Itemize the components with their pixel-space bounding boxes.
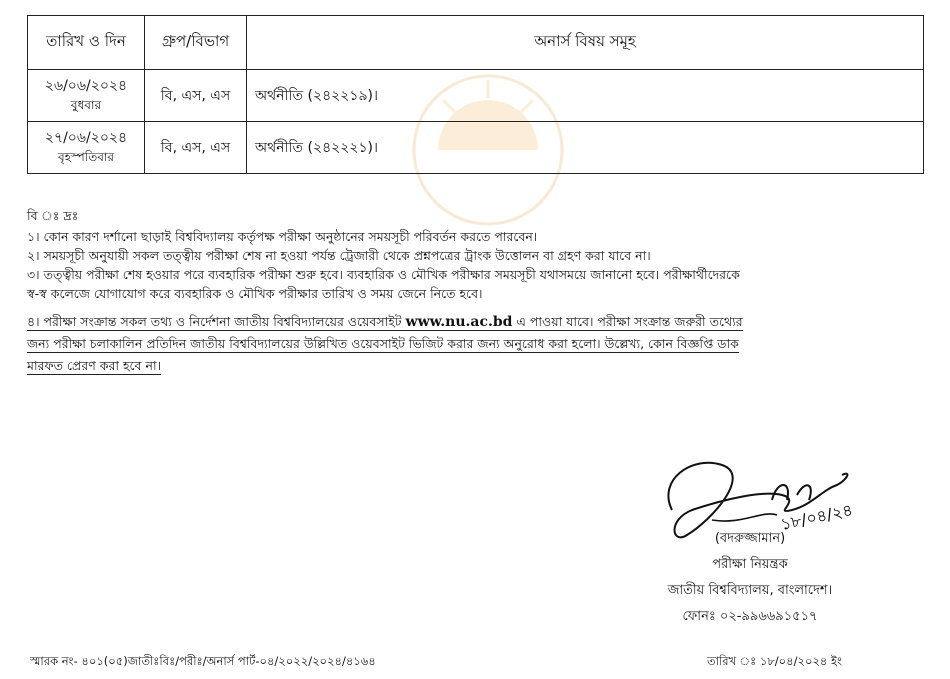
signatory-name: (বদরুজ্জামান) <box>714 531 786 546</box>
table-row <box>28 70 924 122</box>
note-4-text-end: এ পাওয়া যাবে। পরীক্ষা সংক্রান্ত জরুরী তথ্যের <box>516 314 743 329</box>
group-cell: বি, এস, এস <box>145 122 247 174</box>
note-2: ২। সময়সূচী অনুযায়ী সকল তত্ত্বীয় পরীক্ষা শেষ না হওয়া পর্যন্ত ট্রেজারী থেকে প্রশ্নপত্রের ট্রাংক উত্তোলন বা গ্রহণ করা যাবে না। <box>27 248 651 263</box>
exam-schedule-table <box>27 15 924 174</box>
note-4-line-3: মারফত প্রেরণ করা হবে না। <box>27 358 162 373</box>
subject-cell: অর্থনীতি (২৪২২১৯)। <box>247 70 924 122</box>
exam-day: বৃহস্পতিবার <box>58 149 114 164</box>
header-date: তারিখ ও দিন <box>28 16 145 70</box>
document-date: তারিখ ঃ ১৮/০৪/২০২৪ ইং <box>707 654 842 668</box>
exam-date: ২৭/০৬/২০২৪ <box>44 129 128 146</box>
subject-cell: অর্থনীতি (২৪২২২১)। <box>247 122 924 174</box>
note-1: ১। কোন কারণ দর্শানো ছাড়াই বিশ্ববিদ্যালয় কর্তৃপক্ষ পরীক্ষা অনুষ্ঠানের সময়সূচী পরিবর্তন করতে পারবেন। <box>27 229 538 244</box>
header-group: গ্রুপ/বিভাগ <box>145 16 247 70</box>
note-4-line-1 <box>27 314 743 331</box>
signature-date: ১৮/০৪/২৪ <box>778 500 855 534</box>
signatory-designation: পরীক্ষা নিয়ন্ত্রক <box>712 557 788 572</box>
exam-day: বুধবার <box>70 97 102 112</box>
date-cell <box>28 122 145 174</box>
header-subject: অনার্স বিষয় সমূহ <box>247 16 924 70</box>
note-3-line-1: ৩। তত্ত্বীয় পরীক্ষা শেষ হওয়ার পরে ব্যবহারিক পরীক্ষা শুরু হবে। ব্যবহারিক ও মৌখিক পরীক্ষার সময়সূচী যথাসময়ে জানানো হবে। পরীক্ষার্থীদেরকে <box>27 267 740 282</box>
table-row <box>28 122 924 174</box>
group-cell: বি, এস, এস <box>145 70 247 122</box>
note-3-line-2: স্ব-স্ব কলেজে যোগাযোগ করে ব্যবহারিক ও মৌখিক পরীক্ষার তারিখ ও সময় জেনে নিতে হবে। <box>27 286 483 301</box>
note-4 <box>27 311 922 377</box>
signature-block <box>600 526 900 630</box>
table-header-row <box>28 16 924 70</box>
website-url: www.nu.ac.bd <box>405 314 513 330</box>
date-cell <box>28 70 145 122</box>
notes-heading: বি ঃ দ্রঃ <box>27 208 79 223</box>
note-4-text-start: ৪। পরীক্ষা সংক্রান্ত সকল তথ্য ও নির্দেশনা জাতীয় বিশ্ববিদ্যালয়ের ওয়েবসাইট <box>27 314 402 329</box>
note-4-line-2: জন্য পরীক্ষা চলাকালিন প্রতিদিন জাতীয় বিশ্ববিদ্যালয়ের উল্লিখিত ওয়েবসাইট ভিজিট করার জন্য অনুরোধ করা হলো। উল্লেখ্য, কোন বিজ্ঞপ্তি ডাক <box>27 336 739 351</box>
memo-number: স্মারক নং- ৪০১(০৫)জাতীঃবিঃ/পরীঃ/অনার্স পার্ট-০৪/২০২২/২০২৪/৪১৬৪ <box>30 654 376 668</box>
signatory-phone: ফোনঃ ০২-৯৯৬৬৯১৫১৭ <box>682 609 818 624</box>
notes-section <box>27 206 922 377</box>
exam-date: ২৬/০৬/২০২৪ <box>44 77 128 94</box>
signatory-office: জাতীয় বিশ্ববিদ্যালয়, বাংলাদেশ। <box>667 583 833 598</box>
